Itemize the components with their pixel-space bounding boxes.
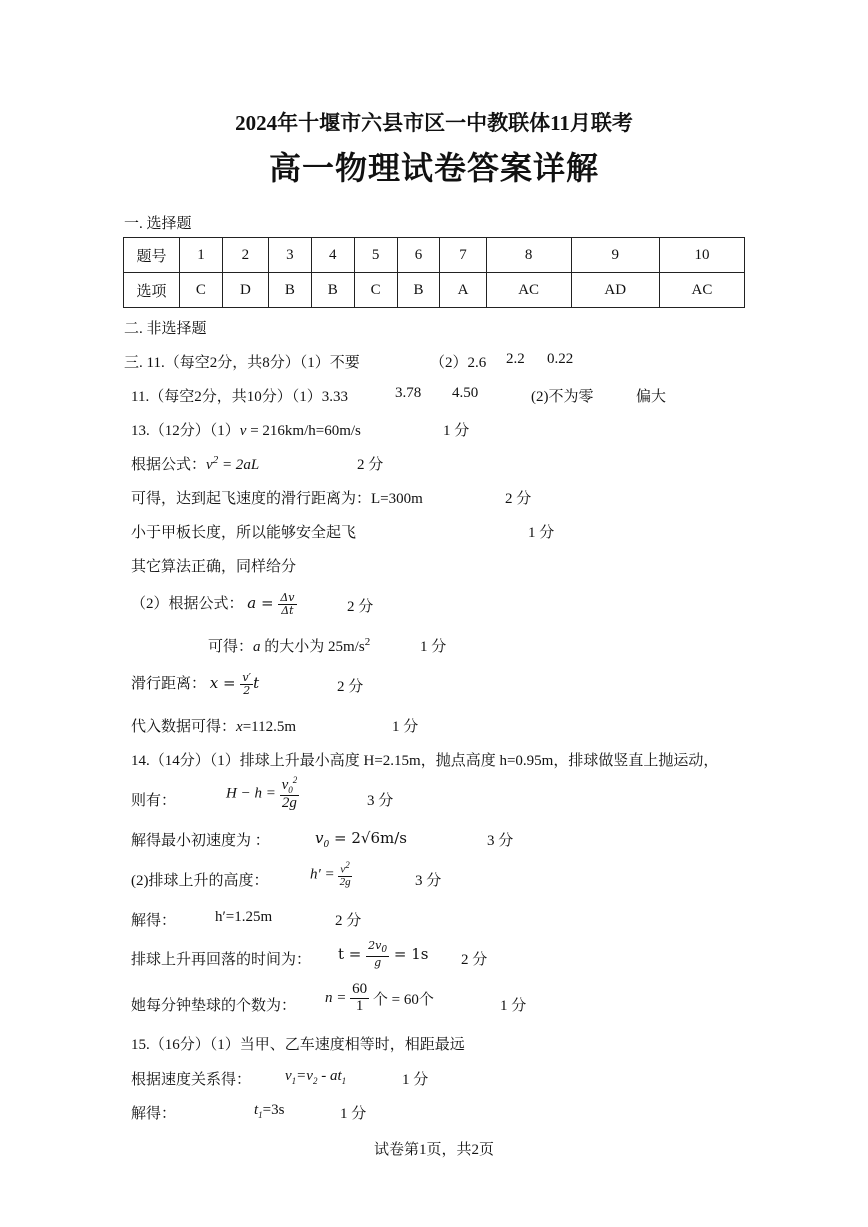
table-cell: AD (571, 273, 659, 308)
accel-symbol: a (253, 639, 261, 655)
table-cell: 10 (659, 238, 744, 273)
section-1-heading: 一. 选择题 (124, 216, 192, 232)
superscript-2: 2 (364, 636, 371, 648)
page-footer: 试卷第1页，共2页 (373, 1142, 494, 1158)
q11b-text: 11.（每空2分，共10分）（1）3.33 (131, 389, 348, 405)
table-row-numbers (124, 238, 745, 273)
q13-line-9-prefix: 代入数据可得： (131, 719, 237, 735)
q14-line-2-score: 3 分 (367, 793, 394, 809)
q14-line-6-prefix: 排球上升再回落的时间为： (131, 952, 312, 968)
table-row-answers (124, 273, 745, 308)
q13-line-6 (131, 592, 297, 616)
table-cell: C (354, 273, 397, 308)
table-cell: AC (486, 273, 571, 308)
q15-line-1: 15.（16分）（1）当甲、乙车速度相等时，相距最远 (131, 1037, 465, 1053)
time-value: = 1s (393, 945, 429, 964)
q13-line-5: 其它算法正确，同样给分 (131, 559, 297, 575)
table-cell: D (222, 273, 268, 308)
q15-line-2-score: 1 分 (402, 1072, 429, 1088)
q14-line-3-score: 3 分 (487, 833, 514, 849)
q15-line-2-prefix: 根据速度关系得： (131, 1072, 252, 1088)
q11a-answer-4: 0.22 (547, 351, 574, 367)
table-cell: C (180, 273, 223, 308)
formula-v2-2aL: $v^2 = 2aL$ (206, 454, 260, 473)
q13-line-6-prefix: （2）根据公式： (131, 596, 244, 613)
exam-title: 2024年十堰市六县市区一中教联体11月联考 (235, 111, 633, 135)
q14-line-4-score: 3 分 (415, 873, 442, 889)
q13-line-7-prefix: 可得： (208, 639, 254, 655)
q14-line-7-prefix: 她每分钟垫球的个数为： (131, 998, 297, 1014)
fraction: $\frac{\Delta v}{\Delta t}$ (280, 591, 295, 617)
q14-line-7-score: 1 分 (500, 998, 527, 1014)
table-cell: 6 (397, 238, 440, 273)
q11b-answer-2: 3.78 (395, 385, 422, 401)
distance-symbol: x (236, 719, 243, 735)
v0-symbol: $v_0$ (315, 829, 330, 850)
table-cell: 8 (486, 238, 571, 273)
document-subtitle: 高一物理试卷答案详解 (268, 150, 599, 186)
table-cell: 7 (440, 238, 486, 273)
q15-line-3-score: 1 分 (340, 1106, 367, 1122)
table-cell: A (440, 273, 486, 308)
q13-line-2-prefix: 根据公式： (131, 457, 207, 473)
fraction: $\frac{2v_0}{g}$ (368, 939, 388, 969)
table-cell: B (397, 273, 440, 308)
q11b-answer-4: (2)不为零 (531, 389, 594, 405)
q13-line-9-score: 1 分 (392, 719, 419, 735)
q14-line-4-prefix: (2)排球上升的高度： (131, 873, 269, 889)
formula-t: t = $\frac{2v_0}{g}$ = 1s (338, 939, 429, 969)
q13-line-7 (208, 635, 370, 656)
q14-line-3-prefix: 解得最小初速度为 ： (131, 833, 270, 849)
q14-line-5-value: h′=1.25m (215, 909, 273, 925)
q13-line-8-score: 2 分 (337, 679, 364, 695)
formula-H-h-v0sq-2g: H − h = $\frac{v_0^2}{2g}$ (226, 775, 298, 812)
answer-table (123, 237, 745, 308)
q14-line-1: 14.（14分）（1）排球上升最小高度 H=2.15m，抛点高度 h=0.95m，排球做竖直上抛运动， (131, 753, 719, 769)
q13-line-3: 可得，达到起飞速度的滑行距离为：L=300m (131, 491, 423, 507)
q14-line-5-score: 2 分 (335, 913, 362, 929)
table-cell: 3 (268, 238, 311, 273)
formula-a-dv-dt: a = $\frac{\Delta v}{\Delta t}$ (247, 591, 295, 617)
formula-v1-v2-at1: $v_1=v_2 - at_1$ (285, 1068, 347, 1086)
q11b-answer-5: 偏大 (636, 389, 667, 405)
formula-v0 (315, 829, 407, 850)
v0-value: = 2√6m/s (334, 829, 407, 847)
table-cell: B (268, 273, 311, 308)
q13-line-1-equation: = 216km/h=60m/s (246, 423, 361, 439)
q14-line-5-prefix: 解得： (131, 913, 177, 929)
table-cell: AC (659, 273, 744, 308)
fraction: $\frac{v'}{2}$ (242, 671, 252, 697)
q13-line-8-prefix: 滑行距离： (131, 676, 207, 693)
q11a-answer-3: 2.2 (506, 351, 525, 367)
q13-line-1 (131, 419, 361, 440)
q13-line-2-score: 2 分 (357, 457, 384, 473)
velocity-symbol: v (239, 423, 247, 439)
section-2-heading: 二. 非选择题 (124, 321, 207, 337)
q14-line-2-prefix: 则有： (131, 793, 177, 809)
q13-line-2 (131, 453, 259, 474)
q11b-answer-3: 4.50 (452, 385, 479, 401)
table-cell: B (311, 273, 354, 308)
q13-line-9 (131, 715, 296, 736)
q15-line-3-formula (254, 1102, 284, 1120)
table-cell: 4 (311, 238, 354, 273)
q13-line-6-score: 2 分 (347, 599, 374, 615)
fraction: $\frac{v^2}{2g}$ (339, 860, 351, 889)
fraction: $\frac{60}{1}$ (352, 981, 368, 1014)
count-value: 个 = 60个 (372, 991, 434, 1008)
formula-n: n = $\frac{60}{1}$ 个 = 60个 (325, 981, 434, 1014)
formula-x-v-over-2-t: x = $\frac{v'}{2}$ t (209, 671, 260, 697)
q13-line-1-score: 1 分 (443, 423, 470, 439)
q13-line-9-value: =112.5m (242, 719, 297, 735)
formula-h-prime: h′ = $\frac{v^2}{2g}$ (310, 860, 351, 889)
table-head-number: 题号 (124, 238, 180, 273)
q13-line-8 (131, 672, 259, 696)
q15-line-3-prefix: 解得： (131, 1106, 177, 1122)
q11a-answer-2: （2）2.6 (430, 355, 487, 371)
q13-line-4-score: 1 分 (528, 525, 555, 541)
q13-line-3-score: 2 分 (505, 491, 532, 507)
q13-line-1-prefix: 13.（12分）（1） (131, 423, 240, 439)
table-cell: 2 (222, 238, 268, 273)
table-cell: 1 (180, 238, 223, 273)
table-cell: 5 (354, 238, 397, 273)
table-cell: 9 (571, 238, 659, 273)
q11a-text: 三. 11.（每空2分，共8分）（1）不要 (124, 355, 360, 371)
q13-line-4: 小于甲板长度，所以能够安全起飞 (131, 525, 357, 541)
table-head-answer: 选项 (124, 273, 180, 308)
t1-symbol: $t_1$ (254, 1102, 263, 1120)
fraction: $\frac{v_0^2}{2g}$ (281, 775, 298, 812)
q13-line-7-score: 1 分 (420, 639, 447, 655)
t1-value: =3s (262, 1102, 285, 1118)
q13-line-7-value: 的大小为 25m/s (260, 639, 365, 655)
q14-line-6-score: 2 分 (461, 952, 488, 968)
